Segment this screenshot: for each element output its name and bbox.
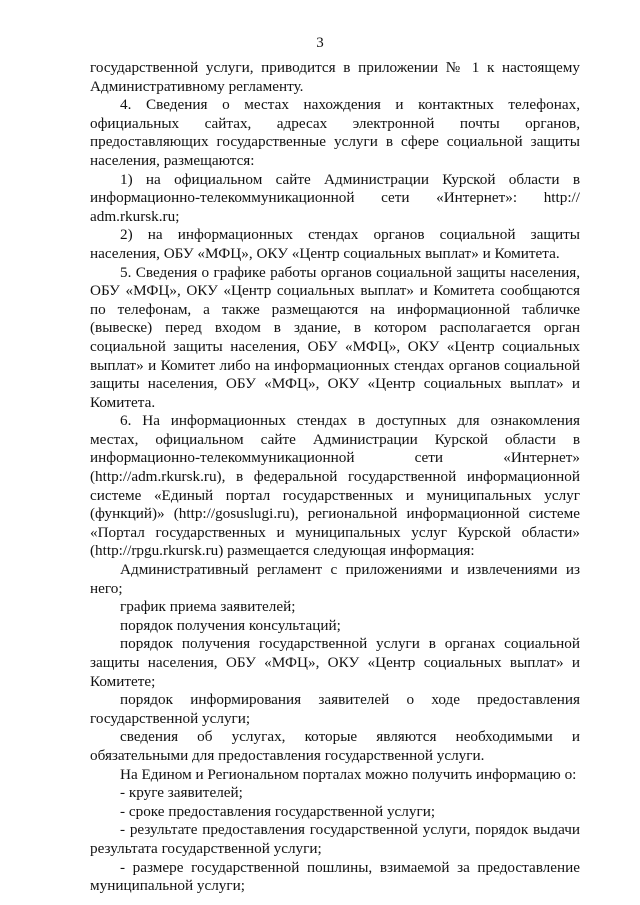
body-text bbox=[90, 59, 580, 896]
portal-item-applicants: - круге заявителей; bbox=[120, 784, 243, 802]
info-item-consultations: порядок получения консультаций; bbox=[120, 616, 341, 634]
portal-item-term: - сроке предоставления государственной услуги; bbox=[120, 802, 436, 820]
paragraph-4: 4. Сведения о местах нахождения и контактных телефонах, официальных сайтах, адресах электронной почты органов, предоставляющих государственные услуги в сфере социальной защиты населения, размещаются: bbox=[90, 96, 580, 169]
paragraph-5: 5. Сведения о графике работы органов социальной защиты населения, ОБУ «МФЦ», ОКУ «Центр социальных выплат» и Комитета сообщаются по телефонам, а также размещаются на информационной табличке (вывеске) перед входом в здание, в котором располагается орган социальной защиты населения, ОБУ «МФЦ», ОКУ «Центр социальных выплат» и Комитет либо на информационных стендах органов социальной защиты населения, ОБУ «МФЦ», ОКУ «Центр социальных выплат» и Комитета. bbox=[90, 263, 580, 411]
info-item-informing: порядок информирования заявителей о ходе предоставления государственной услуги; bbox=[90, 691, 580, 727]
portal-item-result: - результате предоставления государственной услуги, порядок выдачи результата государственной услуги; bbox=[90, 821, 580, 857]
portal-item-fee: - размере государственной пошлины, взимаемой за предоставление муниципальной услуги; bbox=[90, 858, 580, 895]
paragraph-6: 6. На информационных стендах в доступных для ознакомления местах, официальном сайте Администрации Курской области в информационно-телекоммуникационной сети «Интернет» (http://adm.rkursk.ru), в федеральной государственной информационной системе «Единый портал государственных и муниципальных услуг (функций)» (http://gosuslugi.ru), региональной информационной системе «Портал государственных и муниципальных услуг Курской области» (http://rpgu.rkursk.ru) размещается следующая информация: bbox=[90, 412, 580, 560]
paragraph-4-item-1: 1) на официальном сайте Администрации Курской области в информационно-телекоммуникационной сети «Интернет»: http:// adm.rkursk.ru; bbox=[90, 170, 580, 225]
paragraph-4-item-2: 2) на информационных стендах органов социальной защиты населения, ОБУ «МФЦ», ОКУ «Центр социальных выплат» и Комитета. bbox=[90, 226, 580, 262]
paragraph-continuation: государственной услуги, приводится в приложении № 1 к настоящему Административному регламенту. bbox=[90, 59, 580, 95]
info-item-schedule: график приема заявителей; bbox=[120, 598, 296, 616]
portals-paragraph: На Едином и Региональном порталах можно получить информацию о: bbox=[120, 765, 577, 783]
info-item-services: сведения об услугах, которые являются необходимыми и обязательными для предоставления государственной услуги. bbox=[90, 728, 580, 764]
info-item-regulation: Административный регламент с приложениями и извлечениями из него; bbox=[90, 561, 580, 597]
page-number: 3 bbox=[316, 35, 324, 51]
info-item-procedure: порядок получения государственной услуги в органах социальной защиты населения, ОБУ «МФЦ», ОКУ «Центр социальных выплат» и Комитете; bbox=[90, 635, 580, 690]
